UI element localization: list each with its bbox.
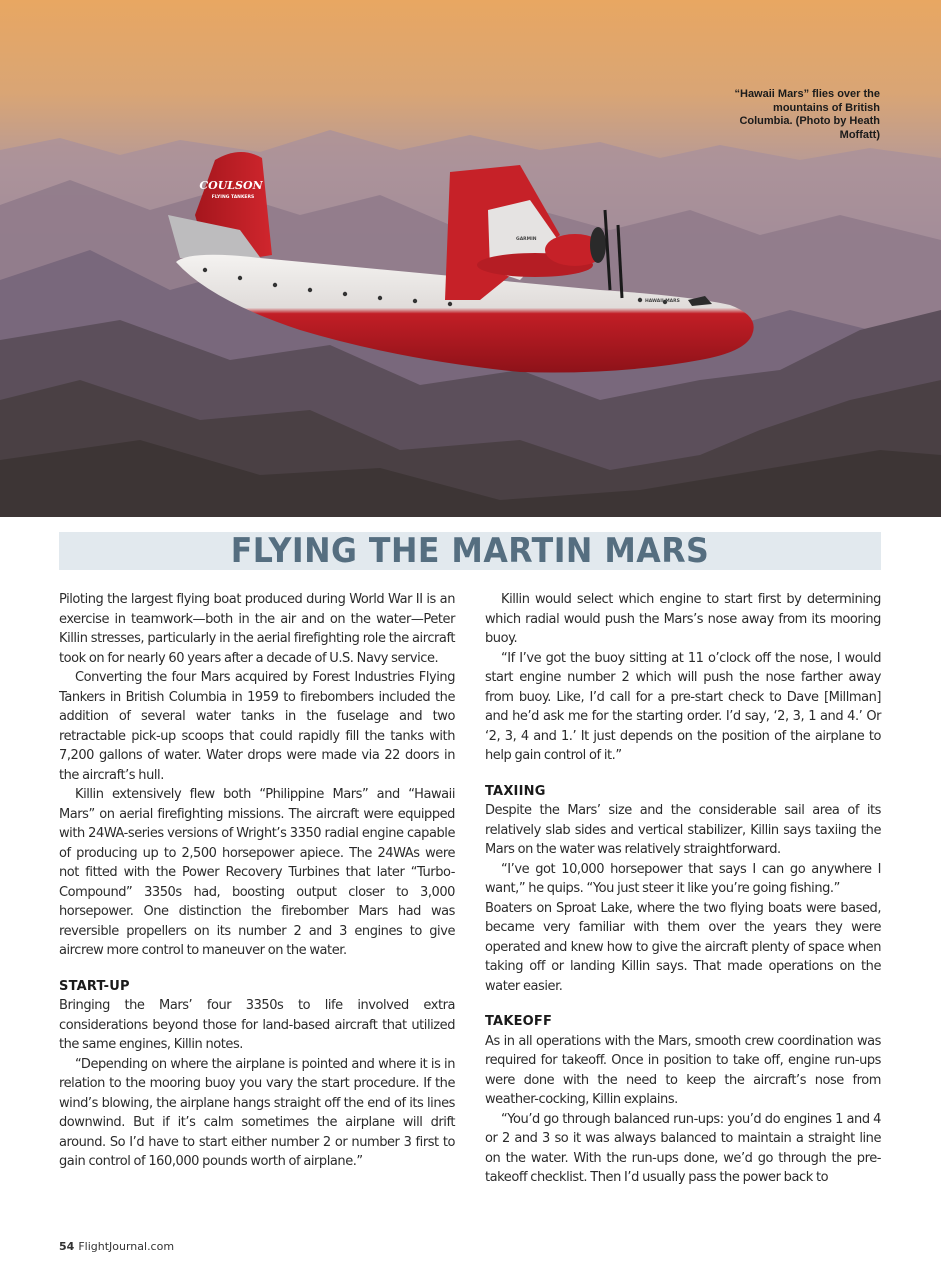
paragraph: As in all operations with the Mars, smooth crew coordination was required for takeoff. Once in position to take off, engine run-ups were done with the need to keep the aircraft’s nose from weather-cocking, Killin explains. — [485, 1033, 881, 1107]
page-footer — [59, 1240, 174, 1254]
photo-caption: “Hawaii Mars” flies over the mountains of British Columbia. (Photo by Heath Moffatt) — [734, 88, 880, 141]
paragraph: “If I’ve got the buoy sitting at 11 o’clock off the nose, I would start engine number 2 which will push the nose farther away from buoy. Like, I’d call for a pre-start check to Dave [Millman] and he’d ask me for the starting order. I’d say, ‘2, 3, 1 and 4.’ Or ‘2, 3, 4 and 1.’ It just depends on the position of the airplane to help gain control of it.” — [485, 650, 881, 763]
hero-photo — [0, 0, 941, 517]
right-column — [485, 590, 881, 1188]
paragraph: Converting the four Mars acquired by Forest Industries Flying Tankers in British Columbia in 1959 to firebombers included the addition of several water tanks in the fuselage and two retractable pick-up scoops that could rapidly fill the tanks with 7,200 gallons of water. Water drops were made via 22 doors in the aircraft’s hull. — [59, 670, 455, 783]
headline-bar — [59, 532, 881, 570]
paragraph: “Depending on where the airplane is pointed and where it is in relation to the mooring buoy you vary the start procedure. If the wind’s blowing, the airplane hangs straight off the end of its lines downwind. But if it’s calm sometimes the airplane will drift around. So I’d have to start either number 2 or number 3 first to gain control of 160,000 pounds worth of airplane.” — [59, 1056, 455, 1169]
wing-text: GARMIN — [516, 237, 537, 242]
flying-boat-photo — [0, 0, 941, 517]
paragraph: Bringing the Mars’ four 3350s to life involved extra considerations beyond those for land-based aircraft that utilized the same engines, Killin notes. — [59, 998, 455, 1052]
site-name: FlightJournal.com — [78, 1240, 175, 1253]
section-heading-taxiing: TAXIING — [485, 783, 546, 799]
paragraph: “You’d go through balanced run-ups: you’d do engines 1 and 4 or 2 and 3 so it was always balanced to maintain a straight line on the water. With the run-ups done, we’d go through the pre-takeoff checklist. Then I’d usually pass the power back to — [485, 1111, 881, 1185]
nose-name-text: HAWAII MARS — [645, 299, 680, 304]
paragraph: Killin would select which engine to start first by determining which radial would push the Mars’s nose away from its mooring buoy. — [485, 592, 881, 646]
paragraph: “I’ve got 10,000 horsepower that says I can go anywhere I want,” he quips. “You just steer it like you’re going fishing.” — [485, 861, 881, 896]
article-headline: FLYING THE MARTIN MARS — [230, 531, 710, 571]
page-number: 54 — [59, 1240, 75, 1253]
tail-logo-line2: FLYING TANKERS — [211, 195, 255, 200]
section-heading-takeoff: TAKEOFF — [485, 1014, 553, 1029]
paragraph: Despite the Mars’ size and the considerable sail area of its relatively slab sides and vertical stabilizer, Killin says taxiing the Mars on the water was relatively straightforward. — [485, 803, 881, 857]
section-heading-startup: START-UP — [59, 978, 130, 994]
paragraph: Boaters on Sproat Lake, where the two flying boats were based, became very familiar with them over the years they were operated and knew how to give the aircraft plenty of space when taking off or landing Killin says. That made operations on the water easier. — [485, 900, 881, 994]
paragraph: Piloting the largest flying boat produced during World War II is an exercise in teamwork—both in the air and on the water—Peter Killin stresses, particularly in the aerial firefighting role the aircraft took on for nearly 60 years after a decade of U.S. Navy service. — [59, 592, 455, 666]
paragraph: Killin extensively flew both “Philippine Mars” and “Hawaii Mars” on aerial firefighting missions. The aircraft were equipped with 24WA-series versions of Wright’s 3350 radial engine capable of producing up to 2,500 horsepower apiece. The 24WAs were not fitted with the Power Recovery Turbines that later “Turbo-Compound” 3350s had, boosting output closer to 3,000 horsepower. One distinction the firebomber Mars had was reversible propellers on its number 2 and 3 engines to give aircrew more control to maneuver on the water. — [59, 787, 455, 958]
left-column — [59, 590, 455, 1172]
tail-logo-line1: COULSON — [199, 179, 263, 192]
